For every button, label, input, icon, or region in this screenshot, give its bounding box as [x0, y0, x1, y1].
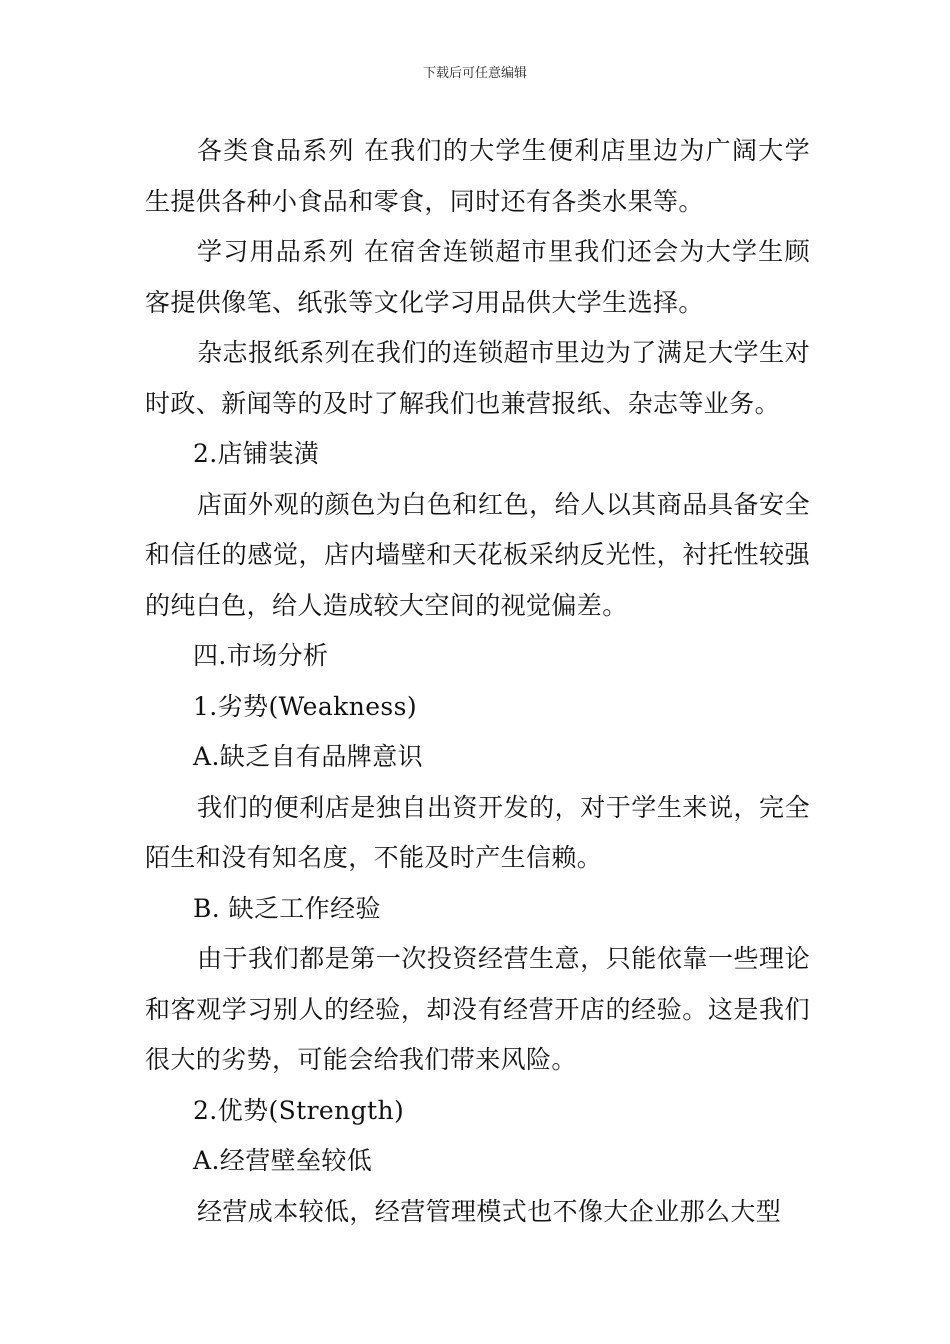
- paragraph-brand-awareness: 我们的便利店是独自出资开发的，对于学生来说，完全陌生和没有知名度，不能及时产生信赖。: [145, 792, 810, 872]
- heading-store-decoration: 2.店铺装潢: [193, 439, 320, 468]
- paragraph-work-experience: 由于我们都是第一次投资经营生意，只能依靠一些理论和客观学习别人的经验，却没有经营开店的经验。这是我们很大的劣势，可能会给我们带来风险。: [145, 944, 810, 1074]
- header-note: 下载后可任意编辑: [422, 66, 527, 81]
- heading-work-experience: B. 缺乏工作经验: [193, 893, 381, 923]
- heading-weakness: 1.劣势(Weakness): [193, 691, 418, 721]
- heading-market-analysis: 四.市场分析: [193, 641, 329, 670]
- paragraph-food-series: 各类食品系列 在我们的大学生便利店里边为广阔大学生提供各种小食品和零食，同时还有各类水果等。: [145, 136, 810, 216]
- heading-low-barrier: A.经营壁垒较低: [193, 1146, 373, 1175]
- heading-strength: 2.优势(Strength): [193, 1095, 405, 1125]
- paragraph-store-appearance: 店面外观的颜色为白色和红色，给人以其商品具备安全和信任的感觉，店内墙壁和天花板采纳反光性，衬托性较强的纯白色，给人造成较大空间的视觉偏差。: [145, 489, 810, 620]
- paragraph-magazines: 杂志报纸系列在我们的连锁超市里边为了满足大学生对时政、新闻等的及时了解我们也兼营报纸、杂志等业务。: [145, 338, 810, 418]
- paragraph-study-supplies: 学习用品系列 在宿舍连锁超市里我们还会为大学生顾客提供像笔、纸张等文化学习用品供大学生选择。: [145, 237, 810, 317]
- heading-brand-awareness: A.缺乏自有品牌意识: [193, 742, 424, 771]
- paragraph-low-cost: 经营成本较低，经营管理模式也不像大企业那么大型: [197, 1196, 782, 1226]
- document-body: [145, 126, 810, 1237]
